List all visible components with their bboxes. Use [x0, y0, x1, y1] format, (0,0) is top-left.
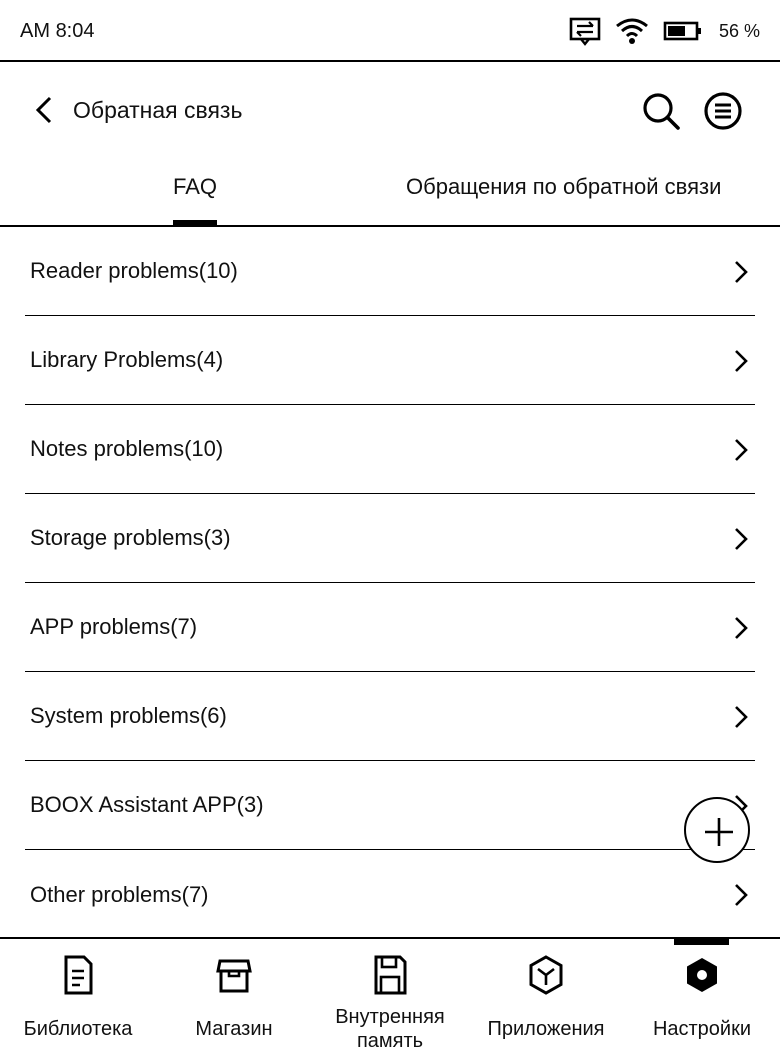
nav-label: Приложения	[487, 1018, 605, 1040]
faq-item-label: BOOX Assistant APP(3)	[30, 792, 264, 817]
nav-label: Настройки	[652, 1018, 752, 1040]
app-header	[0, 62, 780, 158]
chevron-right-icon	[731, 704, 751, 730]
battery-percentage: 56 %	[718, 20, 760, 41]
chevron-right-icon	[731, 348, 751, 374]
store-icon	[214, 953, 254, 997]
back-icon[interactable]	[30, 94, 58, 126]
chevron-right-icon	[731, 882, 751, 908]
settings-icon	[682, 953, 722, 997]
page-title: Обратная связь	[73, 97, 243, 123]
data-transfer-icon	[569, 16, 601, 46]
tab-bar	[0, 158, 780, 227]
menu-icon[interactable]	[702, 90, 744, 132]
chevron-right-icon	[731, 437, 751, 463]
apps-icon	[526, 953, 566, 997]
nav-label: Библиотека	[23, 1018, 133, 1040]
bottom-navigation	[0, 937, 780, 1054]
chevron-right-icon	[731, 615, 751, 641]
faq-item-label: Notes problems(10)	[30, 436, 224, 461]
status-clock	[20, 20, 95, 43]
battery-icon	[663, 20, 703, 42]
tab-faq[interactable]: FAQ	[173, 174, 218, 199]
faq-item-label: Reader problems(10)	[30, 258, 238, 283]
chevron-right-icon	[731, 259, 751, 285]
faq-item-label: Library Problems(4)	[30, 347, 224, 372]
wifi-icon	[615, 17, 649, 45]
tab-feedback-requests[interactable]: Обращения по обратной связи	[406, 174, 722, 199]
faq-item-other[interactable]	[25, 850, 755, 939]
search-icon[interactable]	[640, 90, 682, 132]
status-icons	[569, 16, 760, 46]
nav-item-library[interactable]	[0, 939, 156, 1054]
library-icon	[58, 953, 98, 997]
faq-item-boox-assistant[interactable]	[25, 761, 755, 850]
storage-icon	[370, 953, 410, 997]
faq-item-label: APP problems(7)	[30, 614, 198, 639]
nav-item-store[interactable]	[156, 939, 312, 1054]
faq-item-reader[interactable]	[25, 227, 755, 316]
faq-item-library[interactable]	[25, 316, 755, 405]
status-time: 8:04	[55, 20, 95, 42]
chevron-right-icon	[731, 526, 751, 552]
faq-item-system[interactable]	[25, 672, 755, 761]
nav-item-internal-storage[interactable]	[312, 939, 468, 1054]
nav-label: Внутренняя память	[335, 1006, 445, 1052]
tab-active-indicator	[173, 220, 217, 226]
add-feedback-button[interactable]	[684, 797, 750, 863]
faq-item-app[interactable]	[25, 583, 755, 672]
faq-item-notes[interactable]	[25, 405, 755, 494]
faq-item-storage[interactable]	[25, 494, 755, 583]
faq-list	[25, 227, 755, 939]
status-ampm: AM	[20, 20, 50, 42]
plus-icon	[703, 816, 735, 848]
status-bar	[0, 0, 780, 62]
faq-item-label: Other problems(7)	[30, 881, 209, 907]
nav-item-apps[interactable]	[468, 939, 624, 1054]
nav-label: Магазин	[195, 1018, 273, 1040]
faq-item-label: System problems(6)	[30, 703, 227, 728]
faq-item-label: Storage problems(3)	[30, 525, 231, 550]
nav-item-settings[interactable]	[624, 939, 780, 1054]
